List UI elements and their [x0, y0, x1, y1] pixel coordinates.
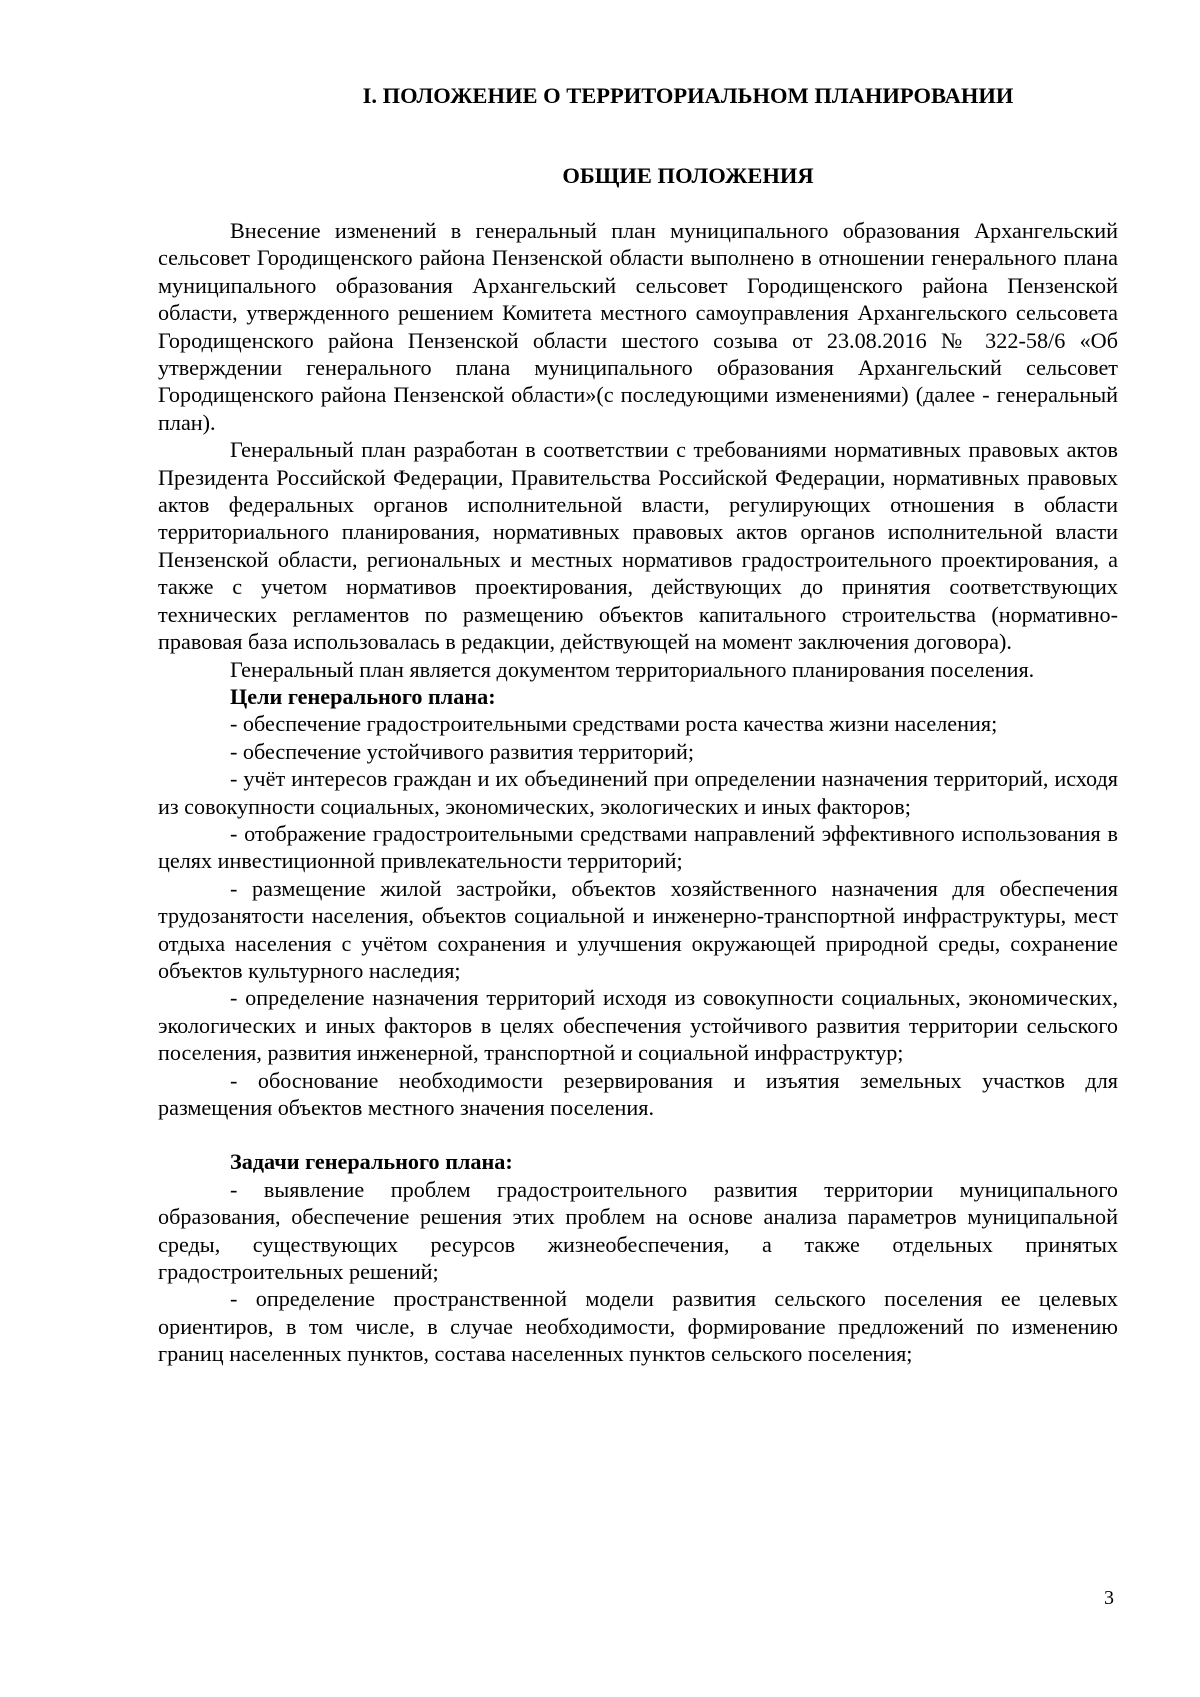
- paragraph-status: Генеральный план является документом территориального планирования поселения.: [230, 656, 1035, 682]
- task-item: - выявление проблем градостроительного развития территории муниципального образования, обеспечение решения этих проблем на основе анализа параметров муниципальной среды, существующих ресурсов жизнеобеспечения, а также отдельных принятых градостроительных решений;: [158, 1176, 1118, 1285]
- goal-item: - размещение жилой застройки, объектов хозяйственного назначения для обеспечения трудозанятости населения, объектов социальной и инженерно-транспортной инфраструктуры, мест отдыха населения с учётом сохранения и улучшения окружающей природной среды, сохранение объектов культурного наследия;: [158, 875, 1118, 983]
- section-title: ОБЩИЕ ПОЛОЖЕНИЯ: [562, 163, 814, 188]
- paragraph-basis: Генеральный план разработан в соответствии с требованиями нормативных правовых актов Президента Российской Федерации, Правительства Российской Федерации, нормативных правовых актов федеральных органов исполнительной власти, регулирующих отношения в области территориального планирования, нормативных правовых актов органов исполнительной власти Пензенской области, региональных и местных нормативов градостроительного проектирования, а также с учетом нормативов проектирования, действующих до принятия соответствующих технических регламентов по размещению объектов капитального строительства (нормативно-правовая база использовалась в редакции, действующей на момент заключения договора).: [158, 437, 1118, 655]
- goal-item: - учёт интересов граждан и их объединений при определении назначения территорий, исходя из совокупности социальных, экономических, экологических и иных факторов;: [158, 766, 1118, 819]
- document-title: I. ПОЛОЖЕНИЕ О ТЕРРИТОРИАЛЬНОМ ПЛАНИРОВАНИИ: [362, 83, 1014, 108]
- goal-item: - обоснование необходимости резервирования и изъятия земельных участков для размещения объектов местного значения поселения.: [158, 1067, 1118, 1120]
- page-content: [158, 82, 1118, 1368]
- task-item: - определение пространственной модели развития сельского поселения ее целевых ориентиров, в том числе, в случае необходимости, формирование предложений по изменению границ населенных пунктов, состава населенных пунктов сельского поселения;: [158, 1286, 1118, 1367]
- page-number: 3: [1104, 1587, 1114, 1609]
- goal-item: - обеспечение устойчивого развития территорий;: [230, 738, 695, 764]
- goal-item: - определение назначения территорий исходя из совокупности социальных, экономических, экологических и иных факторов в целях обеспечения устойчивого развития территории сельского поселения, развития инженерной, транспортной и социальной инфраструктур;: [158, 985, 1118, 1066]
- goals-heading: Цели генерального плана:: [230, 683, 496, 709]
- paragraph-intro: Внесение изменений в генеральный план муниципального образования Архангельский сельсовет Городищенского района Пензенской области выполнено в отношении генерального плана муниципального образования Архангельский сельсовет Городищенского района Пензенской области, утвержденного решением Комитета местного самоуправления Архангельского сельсовета Городищенского района Пензенской области шестого созыва от 23.08.2016 № 322-58/6 «Об утверждении генерального плана муниципального образования Архангельский сельсовет Городищенского района Пензенской области»(с последующими изменениями) (далее - генеральный план).: [158, 218, 1118, 435]
- goal-item: - отображение градостроительными средствами направлений эффективного использования в целях инвестиционной привлекательности территорий;: [158, 820, 1118, 874]
- goal-item: - обеспечение градостроительными средствами роста качества жизни населения;: [230, 711, 998, 737]
- tasks-heading: Задачи генерального плана:: [230, 1149, 513, 1175]
